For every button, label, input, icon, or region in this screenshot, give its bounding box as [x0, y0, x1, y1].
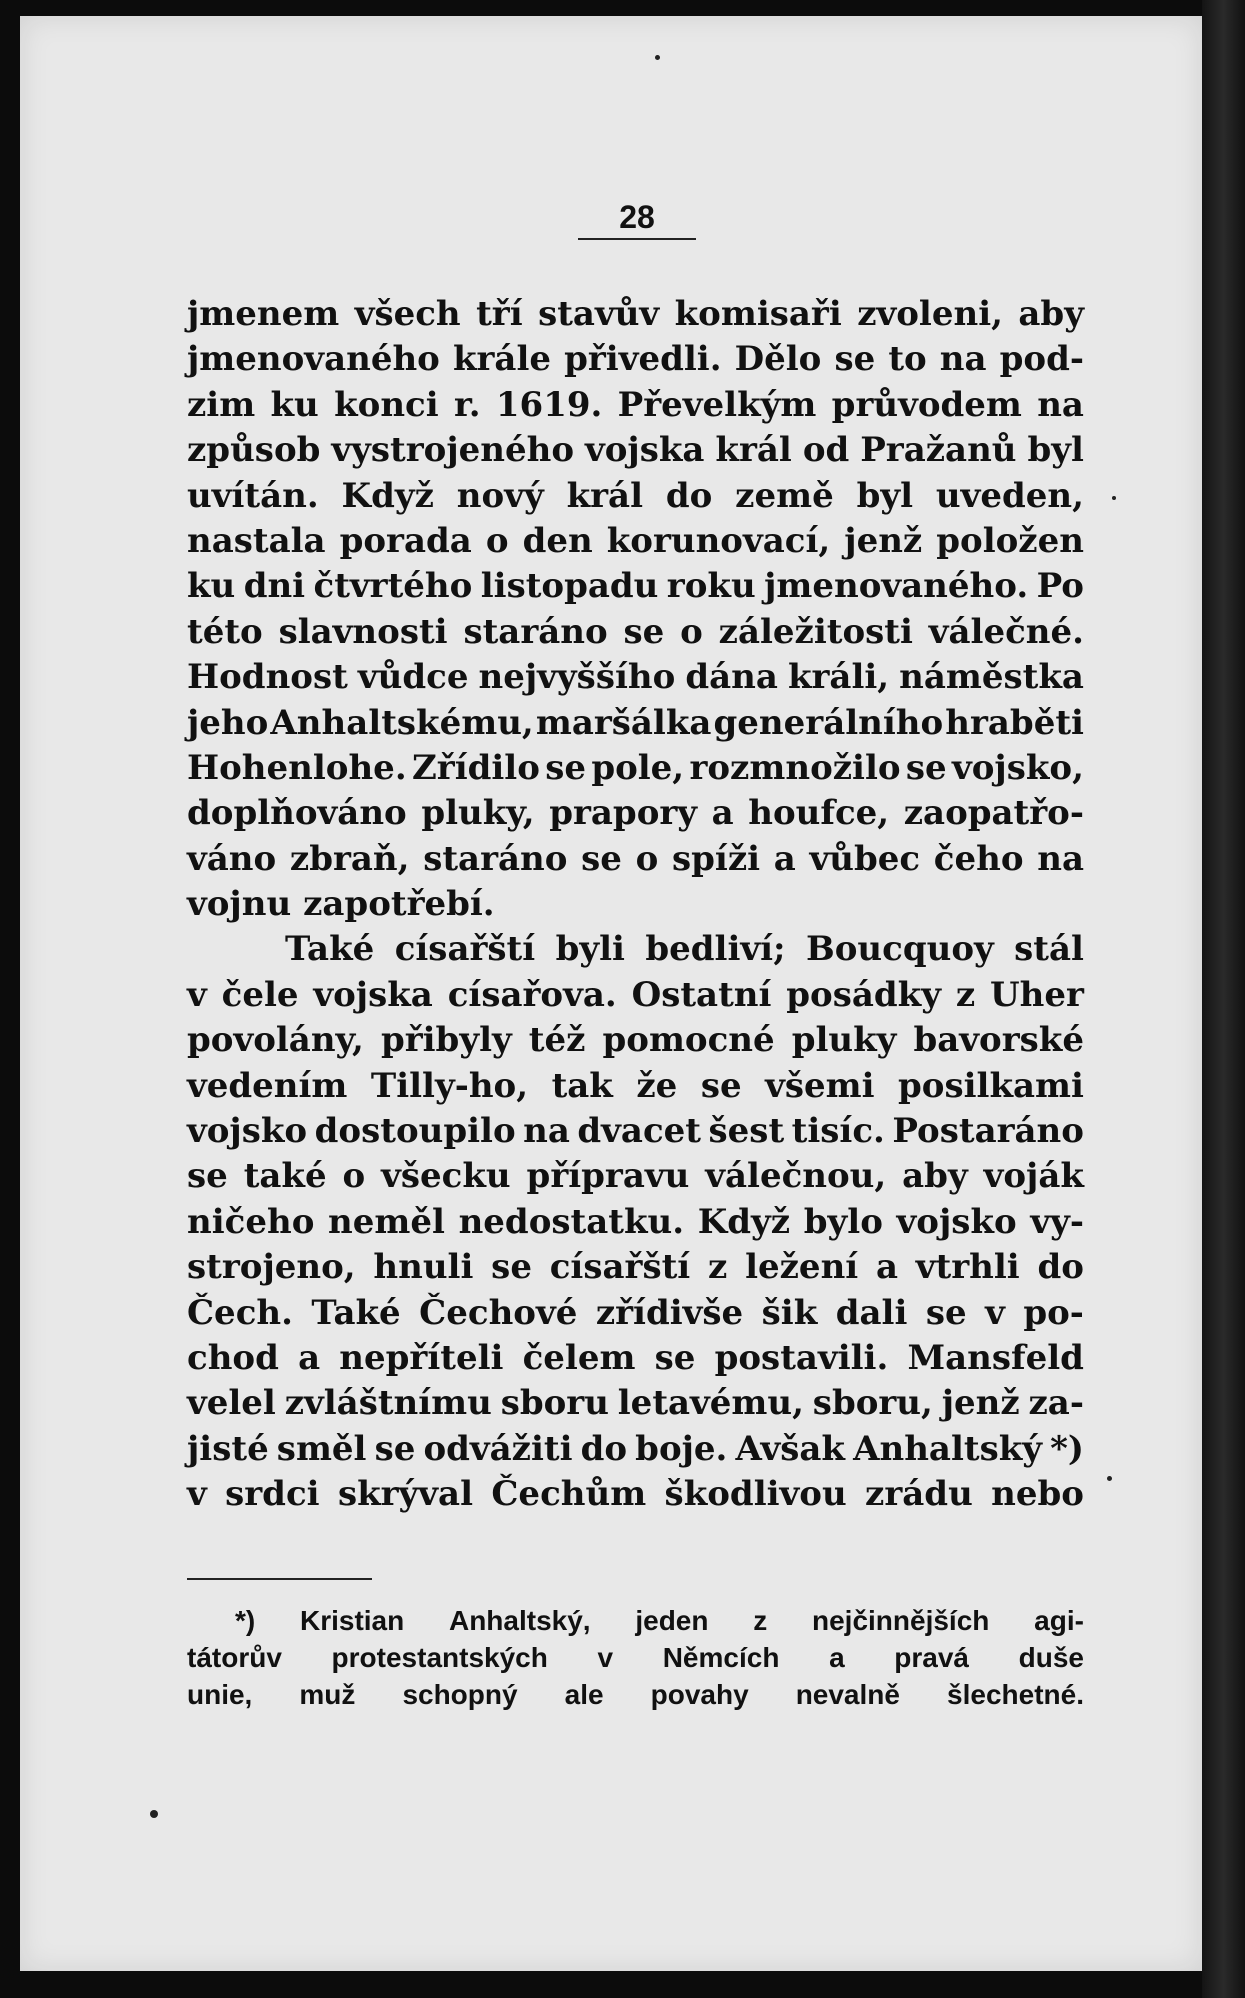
word: do	[580, 1428, 628, 1469]
word: stavův	[538, 294, 660, 334]
scan-edge	[1202, 0, 1245, 1998]
word: byl	[1027, 430, 1084, 471]
word: Hodnost	[187, 657, 348, 698]
word: krále	[452, 339, 551, 380]
word: komisaři	[674, 294, 842, 334]
word: vojnu	[187, 884, 292, 925]
word: šlechetné.	[947, 1679, 1084, 1710]
word: se	[700, 1065, 742, 1106]
word: na	[1037, 838, 1084, 879]
text-line	[187, 1154, 1084, 1199]
word: ničeho	[187, 1201, 315, 1242]
word: povolány,	[187, 1020, 364, 1061]
word: maršálka	[535, 702, 712, 743]
word: tří	[476, 294, 523, 334]
word: vystrojeného	[331, 430, 575, 471]
word: jmenovaného.	[764, 566, 1029, 607]
speck	[1112, 496, 1116, 500]
word: na	[1037, 384, 1084, 425]
word: vůdce	[357, 657, 469, 698]
word: válečné.	[928, 611, 1084, 652]
word: válečnou,	[705, 1156, 887, 1197]
word: hnuli	[373, 1247, 474, 1288]
word: Anhaltský,	[448, 1605, 591, 1636]
word: Po	[1036, 566, 1084, 607]
text-line	[187, 292, 1084, 337]
word: bedliví;	[645, 929, 786, 970]
word: nejčinnějších	[811, 1605, 990, 1636]
word: bavorské	[913, 1020, 1084, 1061]
word: pod-	[999, 339, 1084, 380]
word: Také	[285, 929, 375, 970]
word: Tilly-ho,	[370, 1065, 529, 1106]
word: nebo	[991, 1474, 1084, 1515]
text-line	[187, 655, 1084, 700]
word: se	[925, 1292, 967, 1333]
text-line	[187, 882, 1084, 927]
word: porada	[339, 520, 472, 561]
speck	[150, 1810, 158, 1818]
word: se	[581, 838, 622, 879]
word: vojska	[584, 430, 705, 471]
word: Němcích	[662, 1642, 780, 1673]
word: na	[523, 1111, 570, 1152]
word: aby	[902, 1156, 968, 1197]
word: jmenem	[187, 294, 340, 334]
word: *)	[1050, 1428, 1084, 1469]
word: zim	[187, 384, 256, 425]
text-line	[187, 564, 1084, 609]
word: přípravu	[526, 1156, 690, 1197]
word: a	[711, 793, 734, 834]
word: dni	[243, 566, 306, 607]
text-line	[187, 701, 1084, 746]
word: nedostatku.	[458, 1201, 685, 1242]
word: tisíc.	[791, 1111, 885, 1152]
word: o	[342, 1156, 366, 1197]
text-line	[187, 383, 1084, 428]
word: boje.	[635, 1428, 728, 1469]
word: král	[715, 430, 792, 471]
text-line	[187, 973, 1084, 1018]
word: Pražanů	[860, 430, 1017, 471]
word: to	[888, 339, 927, 380]
word: dali	[835, 1292, 908, 1333]
word: sboru,	[812, 1383, 933, 1424]
word: roku	[666, 566, 756, 607]
word: čeho	[933, 838, 1024, 879]
word: v	[187, 974, 207, 1015]
word: v	[985, 1292, 1005, 1333]
word: staráno	[463, 611, 608, 652]
word: čele	[221, 974, 299, 1015]
word: pluky,	[421, 793, 535, 834]
word: tátorův	[187, 1642, 282, 1673]
text-line	[187, 1018, 1084, 1063]
word: ku	[187, 566, 236, 607]
word: Čech.	[187, 1292, 293, 1333]
text-line	[187, 1109, 1084, 1154]
word: jeho	[187, 702, 269, 743]
page-header	[578, 200, 696, 240]
word: váno	[187, 838, 277, 879]
word: staráno	[423, 838, 568, 879]
word: *)	[235, 1605, 256, 1636]
word: položen	[936, 520, 1084, 561]
word: Anhaltskému,	[270, 702, 534, 743]
word: nejvyššího	[478, 657, 676, 698]
word: dána	[685, 657, 778, 698]
text-line	[187, 1064, 1084, 1109]
word: pole,	[591, 747, 685, 788]
word: v	[597, 1642, 614, 1673]
word: nepříteli	[339, 1337, 504, 1378]
word: přibyly	[380, 1020, 512, 1061]
word: po-	[1023, 1292, 1084, 1333]
word: v	[187, 1474, 207, 1515]
word: jenž	[844, 520, 923, 561]
word: jisté	[187, 1428, 269, 1469]
word: této	[187, 611, 263, 652]
word: protestantských	[331, 1642, 548, 1673]
word: Čechové	[419, 1292, 578, 1333]
word: zrádu	[865, 1474, 973, 1515]
word: se	[545, 747, 586, 788]
word: uvítán.	[187, 475, 319, 516]
word: vedením	[187, 1065, 348, 1106]
word: z	[707, 1247, 728, 1288]
word: císařova.	[447, 974, 617, 1015]
word: Hohenlohe.	[187, 747, 407, 788]
word: ku	[270, 384, 319, 425]
word: dostoupilo	[314, 1111, 516, 1152]
word: za-	[1028, 1383, 1084, 1424]
word: skrýval	[337, 1474, 474, 1515]
text-line	[187, 610, 1084, 655]
word: uveden,	[935, 475, 1084, 516]
word: zvláštnímu	[284, 1383, 492, 1424]
word: jeden	[635, 1605, 709, 1636]
word: se	[834, 339, 876, 380]
word: se	[623, 611, 665, 652]
word: schopný	[402, 1679, 518, 1710]
word: nevalně	[795, 1679, 900, 1710]
word: Čechům	[491, 1474, 647, 1515]
word: jmenovaného	[187, 339, 440, 380]
word: Avšak	[735, 1428, 845, 1469]
word: strojeno,	[187, 1247, 356, 1288]
word: houfce,	[748, 793, 890, 834]
word: se	[187, 1156, 228, 1197]
word: o	[680, 611, 703, 652]
word: z	[753, 1605, 768, 1636]
word: zvoleni,	[857, 294, 1003, 334]
word: králi,	[787, 657, 890, 698]
speck	[655, 55, 660, 60]
word: průvodem	[831, 384, 1022, 425]
word: způsob	[187, 430, 321, 471]
word: čelem	[522, 1337, 636, 1378]
word: od	[802, 430, 850, 471]
word: o	[635, 838, 659, 879]
word: velel	[187, 1383, 276, 1424]
word: sboru	[500, 1383, 609, 1424]
text-line	[187, 1472, 1084, 1517]
word: všecku	[381, 1156, 511, 1197]
word: slavnosti	[278, 611, 448, 652]
text-line	[187, 428, 1084, 473]
word: se	[374, 1428, 416, 1469]
text-line	[187, 837, 1084, 882]
word: Když	[697, 1201, 791, 1242]
word: císařští	[394, 929, 536, 970]
word: r.	[453, 384, 481, 425]
word: a	[773, 838, 796, 879]
word: konci	[334, 384, 439, 425]
footnote-line	[187, 1639, 1084, 1676]
word: pomocné	[602, 1020, 775, 1061]
footnote-rule	[187, 1578, 372, 1580]
word: Boucquoy	[805, 929, 994, 970]
word: vtrhli	[915, 1247, 1020, 1288]
word: vojska	[313, 974, 433, 1015]
word: a	[829, 1642, 845, 1673]
word: vojsko	[187, 1111, 308, 1152]
word: ležení	[745, 1247, 859, 1288]
word: generálního	[713, 702, 944, 743]
word: o	[485, 520, 509, 561]
word: zaopatřo-	[903, 793, 1084, 834]
word: škodlivou	[664, 1474, 847, 1515]
word: letavému,	[617, 1383, 804, 1424]
word: přivedli.	[564, 339, 722, 380]
text-line	[187, 474, 1084, 519]
word: korunovací,	[606, 520, 831, 561]
word: agi-	[1034, 1605, 1084, 1636]
word: duše	[1018, 1642, 1084, 1673]
word: vojsko,	[951, 747, 1084, 788]
word: že	[636, 1065, 678, 1106]
word: muž	[299, 1679, 356, 1710]
word: zřídivše	[595, 1292, 744, 1333]
word: tak	[551, 1065, 613, 1106]
word: na	[939, 339, 987, 380]
text-line	[187, 791, 1084, 836]
word: směl	[276, 1428, 367, 1469]
word: nastala	[187, 520, 326, 561]
text-line	[187, 1200, 1084, 1245]
word: vojsko	[896, 1201, 1017, 1242]
word: posilkami	[898, 1065, 1084, 1106]
word: šik	[761, 1292, 818, 1333]
speck	[1107, 1476, 1112, 1481]
word: doplňováno	[187, 793, 407, 834]
footnote-line	[187, 1602, 1084, 1639]
word: král	[566, 475, 643, 516]
word: též	[528, 1020, 586, 1061]
word: jenž	[941, 1383, 1020, 1424]
word: spíži	[671, 838, 761, 879]
word: posádky	[786, 974, 941, 1015]
word: Ostatní	[631, 974, 772, 1015]
word: Dělo	[734, 339, 822, 380]
word: byl	[856, 475, 914, 516]
word: nový	[456, 475, 544, 516]
word: pravá	[894, 1642, 969, 1673]
text-line	[187, 1427, 1084, 1472]
word: do	[665, 475, 713, 516]
text-line	[187, 1291, 1084, 1336]
word: do	[1037, 1247, 1084, 1288]
word: a	[298, 1337, 321, 1378]
word: Zřídilo	[411, 747, 540, 788]
word: vy-	[1030, 1201, 1084, 1242]
text-line	[187, 1336, 1084, 1381]
word: pluky	[791, 1020, 897, 1061]
text-line	[187, 1245, 1084, 1290]
word: odvážiti	[423, 1428, 573, 1469]
footnote	[187, 1602, 1084, 1713]
page-number-rule	[578, 238, 696, 240]
word: všemi	[765, 1065, 875, 1106]
word: voják	[983, 1156, 1084, 1197]
word: všech	[354, 294, 461, 334]
word: listopadu	[480, 566, 659, 607]
word: Postaráno	[892, 1111, 1084, 1152]
word: a	[875, 1247, 899, 1288]
word: postavili.	[714, 1337, 889, 1378]
word: unie,	[187, 1679, 253, 1710]
word: stál	[1014, 929, 1084, 970]
word: z	[955, 974, 976, 1015]
word: zbraň,	[289, 838, 410, 879]
word: rozmnožilo	[689, 747, 901, 788]
word: náměstka	[899, 657, 1084, 698]
word: Anhaltský	[853, 1428, 1043, 1469]
word: se	[654, 1337, 696, 1378]
word: Uher	[990, 974, 1084, 1015]
body-text	[187, 292, 1084, 1518]
text-line	[187, 337, 1084, 382]
word: Převelkým	[617, 384, 817, 425]
text-line	[187, 519, 1084, 564]
word: ale	[564, 1679, 604, 1710]
word: povahy	[650, 1679, 749, 1710]
word: čtvrtého	[313, 566, 473, 607]
word: dvacet	[577, 1111, 702, 1152]
word: byli	[555, 929, 625, 970]
word: se	[905, 747, 947, 788]
footnote-line	[187, 1676, 1084, 1713]
word: záležitosti	[718, 611, 913, 652]
word: prapory	[549, 793, 698, 834]
word: 1619.	[495, 384, 603, 425]
word: Když	[341, 475, 434, 516]
word: bylo	[803, 1201, 883, 1242]
word: se	[491, 1247, 532, 1288]
word: zapotřebí.	[303, 884, 495, 925]
text-line	[187, 1381, 1084, 1426]
word: neměl	[328, 1201, 445, 1242]
text-line	[187, 746, 1084, 791]
word: Kristian	[299, 1605, 405, 1636]
word: vůbec	[809, 838, 921, 879]
page-number: 28	[619, 199, 655, 235]
word: šest	[708, 1111, 785, 1152]
word: hraběti	[945, 702, 1084, 743]
word: srdci	[225, 1474, 320, 1515]
word: aby	[1018, 294, 1084, 334]
word: také	[243, 1156, 327, 1197]
word: den	[522, 520, 593, 561]
word: Mansfeld	[907, 1337, 1084, 1378]
word: chod	[187, 1337, 279, 1378]
text-line	[187, 927, 1084, 972]
word: císařští	[549, 1247, 691, 1288]
word: země	[735, 475, 834, 516]
word: Také	[311, 1292, 401, 1333]
